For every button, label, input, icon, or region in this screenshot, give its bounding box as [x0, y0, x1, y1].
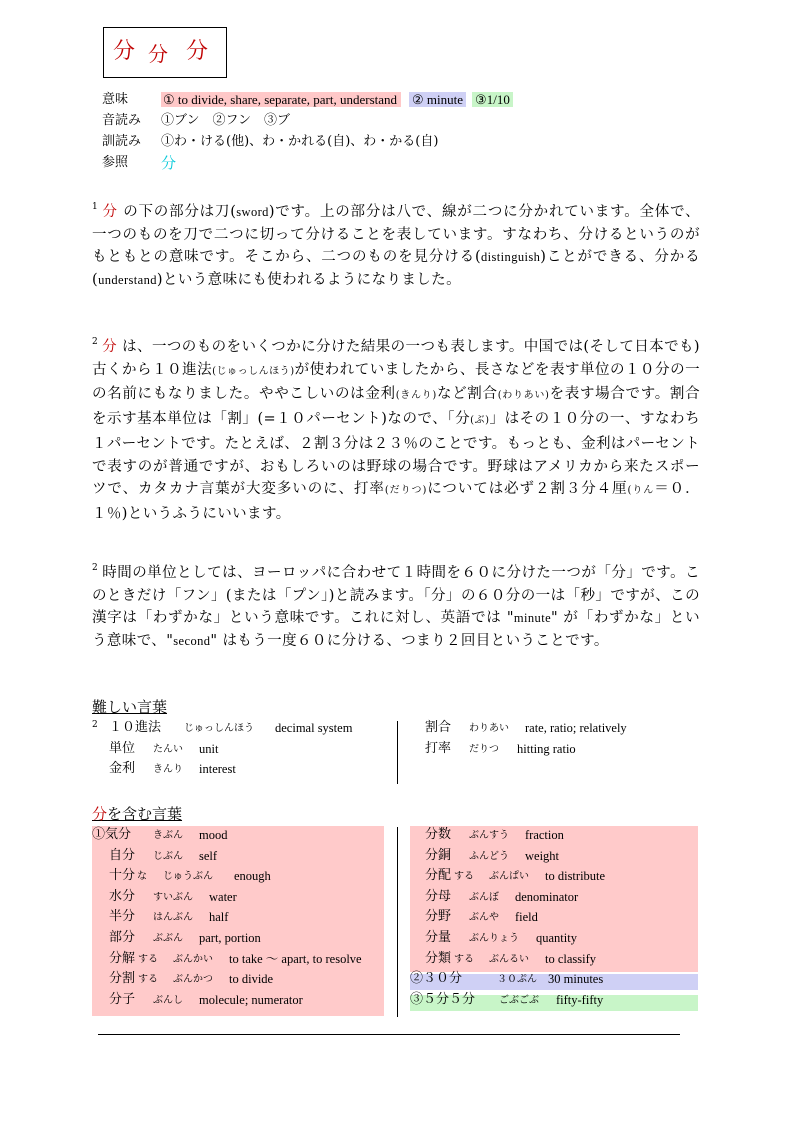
- meaning-3: ③1/10: [472, 92, 513, 107]
- title-kanji-3: 分: [186, 39, 209, 64]
- reference-label: 参照: [102, 155, 129, 170]
- reference-value[interactable]: 分: [161, 154, 177, 172]
- title-kanji-2: 分: [148, 42, 168, 66]
- paragraph-3: $^2$ 時間の単位としては、ヨーロッパに合わせて１時間を６０に分けた一つが「分」です。このときだけ「フン」(または「プン」)と読みます。「分」の６０分の一は「秒」ですが、この漢字は「わずかな」という意味です。これに対し、英語では "minute" が「わずかな」という意味で、"second" はもう一度６０に分ける、つまり２回目ということです。: [92, 563, 700, 650]
- on-reading-value: ①ブン ②フン ③ブ: [161, 113, 290, 128]
- kun-reading-value: ①わ・ける(他)、わ・かれる(自)、わ・かる(自): [161, 134, 439, 149]
- containing-divider: [397, 827, 398, 1017]
- kun-reading-label: 訓読み: [102, 134, 142, 149]
- title-box: [103, 27, 227, 78]
- difficult-words-heading: 難しい言葉: [92, 698, 168, 716]
- containing-words-heading: 分を含む言葉: [92, 805, 183, 823]
- difficult-divider: [397, 721, 398, 784]
- meaning-label: 意味: [102, 92, 129, 107]
- paragraph-1: $^1$ 分 の下の部分は刀(sword)です。上の部分は八で、線が二つに分かれています。全体で、一つのものを刀で二つに切って分けることを表しています。すなわち、分けるというのがもともとの意味です。そこから、二つのものを見分ける(distinguish)ことができる、分かる(understand)という意味にも使われるようになりました。: [92, 202, 700, 289]
- footer-rule: [98, 1034, 680, 1035]
- meaning-1: ① to divide, share, separate, part, understand: [161, 92, 401, 107]
- paragraph-2: $^2$ 分 は、一つのものをいくつかに分けた結果の一つも表します。中国では(そして日本でも)古くから１０進法(じゅっしんほう)が使われていましたから、長さなどを表す単位の１０分の一の名前にもなりました。ややこしいのは金利(きんり)など割合(わりあい)を表す場合です。割合を示す基本単位は「割」(=１０パーセント)なので、「分(ぶ)」はその１０分の一、すなわち１パーセントです。たとえば、２割３分は２３％のことです。もっとも、金利はパーセントで表すのが普通ですが、おもしろいのは野球の場合です。野球はアメリカから来たスポーツで、カタカナ言葉が大変多いのに、打率(だりつ)については必ず２割３分４厘(りん＝０．１％)というふうにいいます。: [92, 337, 701, 522]
- meaning-2: ② minute: [409, 92, 466, 107]
- on-reading-label: 音読み: [102, 113, 142, 128]
- title-kanji-1: 分: [113, 39, 136, 64]
